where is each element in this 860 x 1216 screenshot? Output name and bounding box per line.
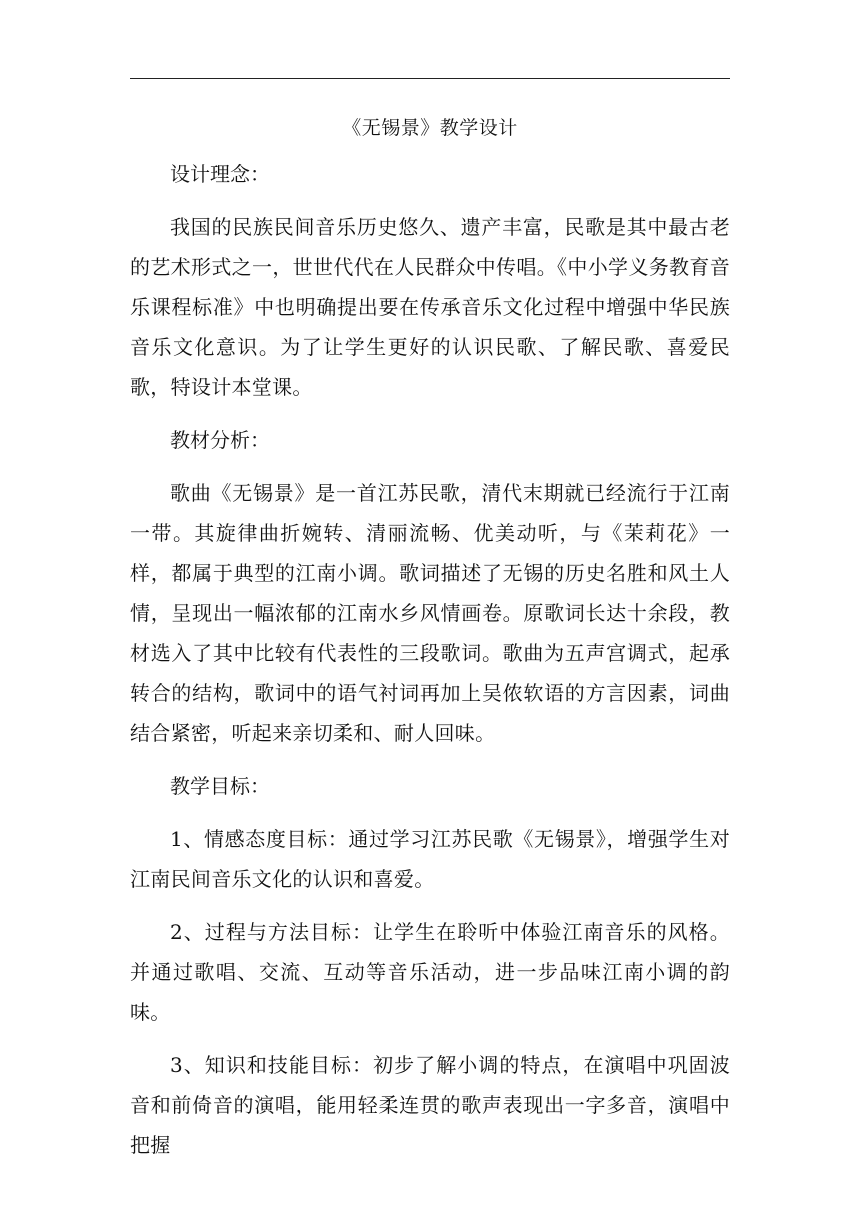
paragraph-goal-knowledge: 3、知识和技能目标：初步了解小调的特点，在演唱中巩固波音和前倚音的演唱，能用轻柔连贯的歌声表现出一字多音，演唱中把握 (130, 1053, 730, 1157)
section-heading-teaching-goals: 教学目标： (170, 774, 270, 798)
header-rule (130, 78, 730, 79)
section-heading-material-analysis: 教材分析： (170, 428, 270, 452)
paragraph-goal-process: 2、过程与方法目标：让学生在聆听中体验江南音乐的风格。并通过歌唱、交流、互动等音乐活动，进一步品味江南小调的韵味。 (130, 920, 730, 1024)
document-title: 《无锡景》教学设计 (342, 117, 518, 139)
paragraph-material-analysis: 歌曲《无锡景》是一首江苏民歌，清代末期就已经流行于江南一带。其旋律曲折婉转、清丽流畅、优美动听，与《茉莉花》一样，都属于典型的江南小调。歌词描述了无锡的历史名胜和风土人情，呈现出一幅浓郁的江南水乡风情画卷。原歌词长达十余段，教材选入了其中比较有代表性的三段歌词。歌曲为五声宫调式，起承转合的结构，歌词中的语气衬词再加上吴侬软语的方言因素，词曲结合紧密，听起来亲切柔和、耐人回味。 (130, 481, 730, 745)
paragraph-design-concept: 我国的民族民间音乐历史悠久、遗产丰富，民歌是其中最古老的艺术形式之一，世世代代在人民群众中传唱。《中小学义务教育音乐课程标准》中也明确提出要在传承音乐文化过程中增强中华民族音乐文化意识。为了让学生更好的认识民歌、了解民歌、喜爱民歌，特设计本堂课。 (130, 215, 730, 399)
document-body (130, 108, 730, 1178)
section-heading-design-concept: 设计理念： (170, 162, 270, 186)
paragraph-goal-emotion: 1、情感态度目标：通过学习江苏民歌《无锡景》，增强学生对江南民间音乐文化的认识和喜爱。 (130, 827, 730, 891)
